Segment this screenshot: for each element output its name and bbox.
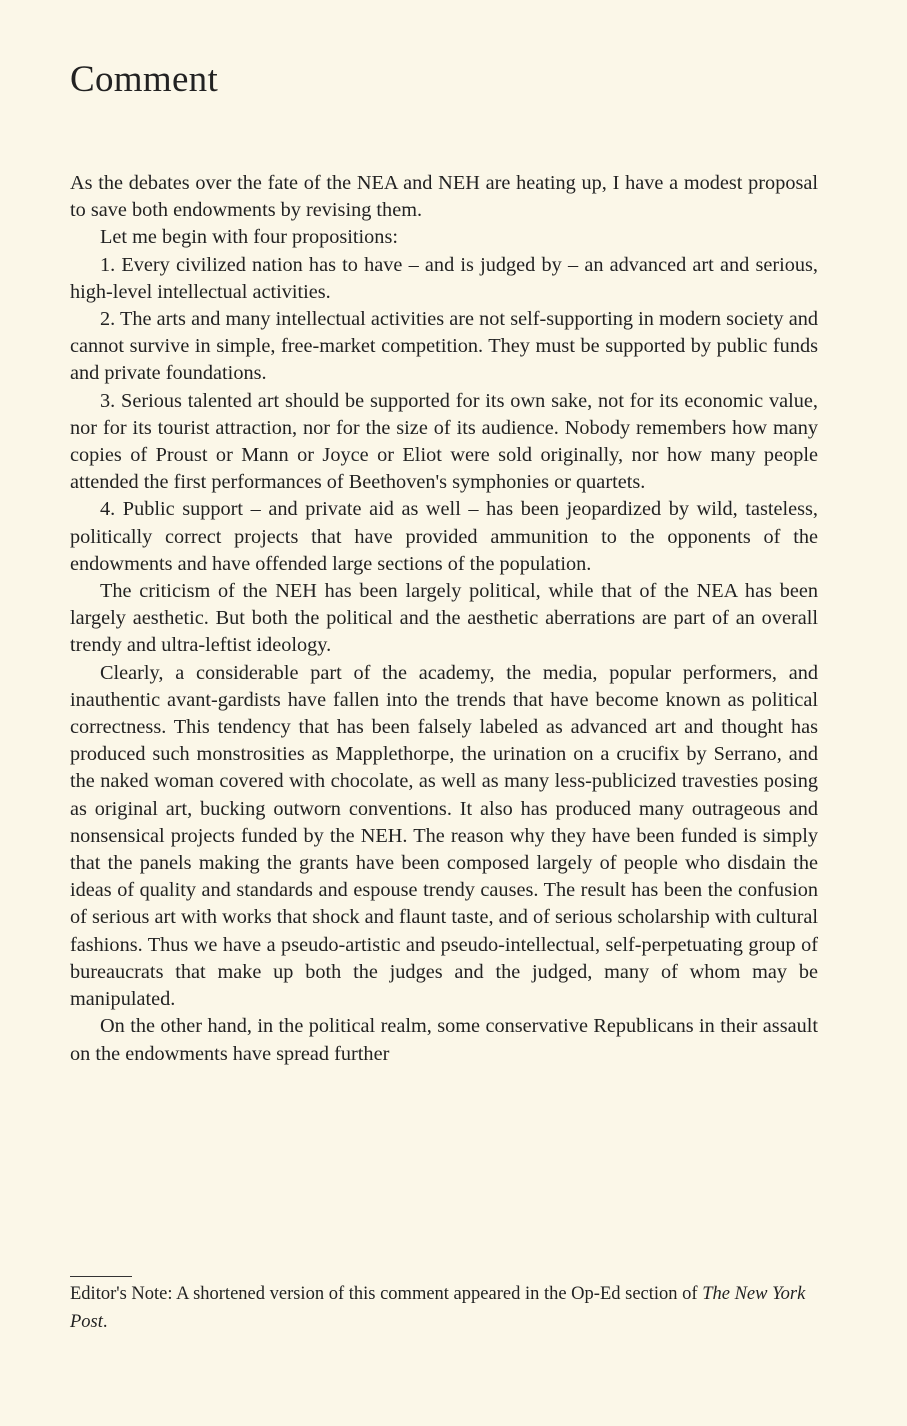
article-body [70,170,818,1068]
footnote-divider [70,1276,132,1277]
publication-name: The New York Post [70,1284,806,1332]
editors-note [70,1280,818,1336]
page-title: Comment [70,59,219,100]
paragraph: As the debates over the fate of the NEA and NEH are heating up, I have a modest proposal to save both endowments by revising them. [70,172,818,222]
paragraph: 2. The arts and many intellectual activities are not self-supporting in modern society and cannot survive in simple, free-market competition. They must be supported by public funds and private foundations. [70,308,818,385]
paragraph: 4. Public support – and private aid as well – has been jeopardized by wild, tasteless, politically correct projects that have provided ammunition to the opponents of the endowments and have offended large sections of the population. [70,498,818,575]
editors-note-end: . [102,1312,108,1332]
paragraph: Let me begin with four propositions: [100,226,398,249]
paragraph: Clearly, a considerable part of the academy, the media, popular performers, and inauthentic avant-gardists have fallen into the trends that have become known as political correctness. This tendency that has been falsely labeled as advanced art and thought has produced such monstrosities as Mapplethorpe, the urination on a crucifix by Serrano, and the naked woman covered with chocolate, as well as many less-publicized travesties posing as original art, bucking outworn conventions. It also has produced many outrageous and nonsensical projects funded by the NEH. The reason why they have been funded is simply that the panels making the grants have been composed largely of people who disdain the ideas of quality and standards and espouse trendy causes. The result has been the confusion of serious art with works that shock and flaunt taste, and of serious scholarship with cultural fashions. Thus we have a pseudo-artistic and pseudo-intellectual, self-perpetuating group of bureaucrats that make up both the judges and the judged, many of whom may be manipulated. [70,661,818,1011]
paragraph: 1. Every civilized nation has to have – and is judged by – an advanced art and serious, high-level intellectual activities. [70,253,818,303]
editors-note-text: Editor's Note: A shortened version of this comment appeared in the Op-Ed section of [70,1284,703,1304]
page [70,0,818,1426]
paragraph: The criticism of the NEH has been largely political, while that of the NEA has been largely aesthetic. But both the political and the aesthetic aberrations are part of an overall trendy and ultra-leftist ideology. [70,580,818,657]
paragraph: 3. Serious talented art should be supported for its own sake, not for its economic value, nor for its tourist attraction, nor for the size of its audience. Nobody remembers how many copies of Proust or Mann or Joyce or Eliot were sold originally, nor how many people attended the first performances of Beethoven's symphonies or quartets. [70,389,818,494]
paragraph: On the other hand, in the political realm, some conservative Republicans in their assault on the endowments have spread further [70,1015,818,1065]
